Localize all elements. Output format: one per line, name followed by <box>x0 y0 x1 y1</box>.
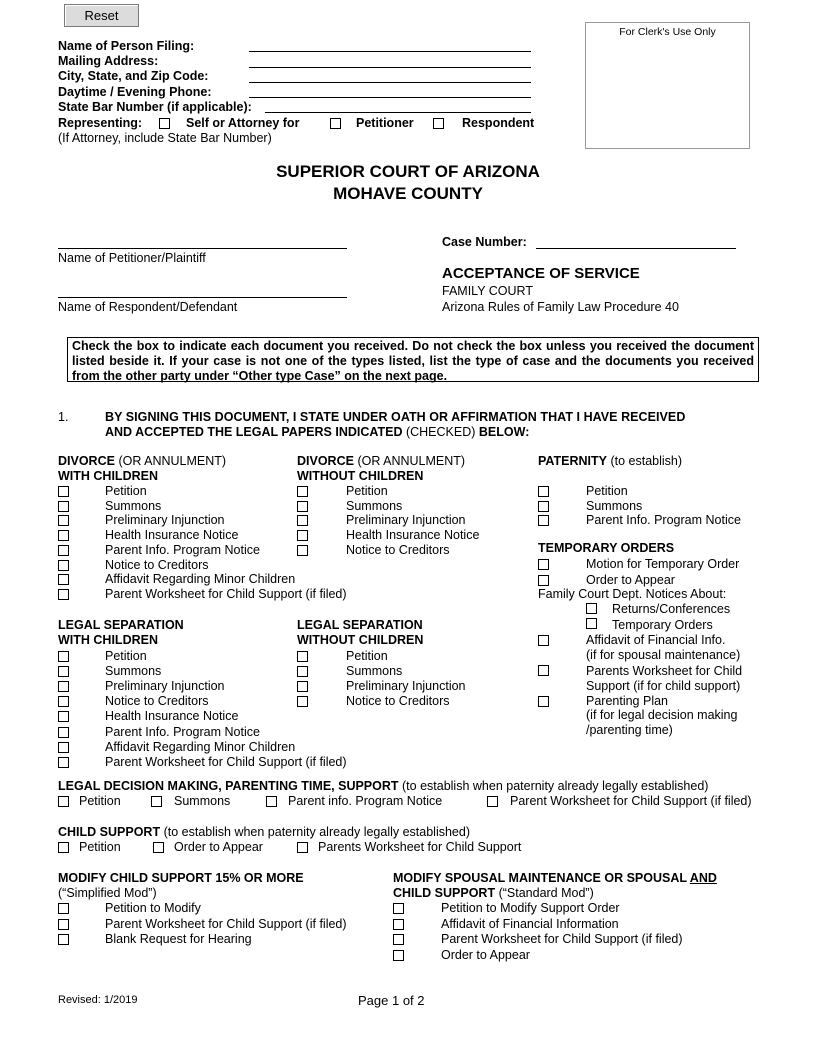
divorce-children-label-8: Parent Worksheet for Child Support (if filed) <box>105 586 347 601</box>
parents-worksheet-checkbox[interactable] <box>538 665 549 676</box>
court-title: SUPERIOR COURT OF ARIZONA <box>276 162 540 181</box>
petitioner-name-field[interactable] <box>58 248 347 249</box>
bar-number-label: State Bar Number (if applicable): <box>58 100 252 114</box>
divorce-no-children-checkbox-5[interactable] <box>297 545 308 556</box>
legal-sep-no-children-checkbox-1[interactable] <box>297 651 308 662</box>
respondent-name-label: Name of Respondent/Defendant <box>58 300 238 314</box>
modify-standard-label-3: Parent Worksheet for Child Support (if filed) <box>441 932 683 946</box>
cs-worksheet-label: Parents Worksheet for Child Support <box>318 840 522 854</box>
legal-sep-no-children-checkbox-2[interactable] <box>297 666 308 677</box>
legal-sep-children-label-4: Notice to Creditors <box>105 694 209 709</box>
modify-standard-checkbox-2[interactable] <box>393 919 404 930</box>
returns-conferences-label: Returns/Conferences <box>612 602 731 616</box>
legal-sep-children-label-1: Petition <box>105 649 147 663</box>
affidavit-financial-note: (if for spousal maintenance) <box>586 648 741 662</box>
family-court-notices-label: Family Court Dept. Notices About: <box>538 587 727 601</box>
cs-worksheet-checkbox[interactable] <box>297 842 308 853</box>
respondent-rep-label: Respondent <box>462 116 535 130</box>
divorce-no-children-heading2: WITHOUT CHILDREN <box>297 469 424 483</box>
divorce-children-checkbox-5[interactable] <box>58 545 69 556</box>
petitioner-rep-label: Petitioner <box>356 116 414 130</box>
paternity-label-3: Parent Info. Program Notice <box>586 513 741 528</box>
divorce-children-checkbox-7[interactable] <box>58 574 69 585</box>
ldm-petition-label: Petition <box>79 794 121 808</box>
petitioner-checkbox[interactable] <box>330 118 341 129</box>
divorce-children-label-4: Health Insurance Notice <box>105 528 239 543</box>
temp-orders-label-2: Order to Appear <box>586 572 675 587</box>
case-number-field[interactable] <box>536 248 736 249</box>
legal-sep-children-checkbox-1[interactable] <box>58 651 69 662</box>
divorce-no-children-checkbox-3[interactable] <box>297 515 308 526</box>
person-filing-label: Name of Person Filing: <box>58 39 195 53</box>
city-state-zip-label: City, State, and Zip Code: <box>58 69 209 83</box>
parenting-plan-note-2: /parenting time) <box>586 723 673 737</box>
temp-orders-label-1: Motion for Temporary Order <box>586 557 740 571</box>
legal-sep-children-label-3: Preliminary Injunction <box>105 679 225 694</box>
legal-sep-children-checkbox-8[interactable] <box>58 757 69 768</box>
divorce-children-checkbox-3[interactable] <box>58 515 69 526</box>
legal-sep-children-label-7: Affidavit Regarding Minor Children <box>105 739 296 754</box>
divorce-children-checkbox-8[interactable] <box>58 589 69 600</box>
instructions-box: Check the box to indicate each document you received. Do not check the box unless you received the document listed beside it. If your case is not one of the types listed, list the type of case and the documents you received from the other party under “Other type Case” on the next page. <box>67 337 759 382</box>
legal-sep-children-checkbox-2[interactable] <box>58 666 69 677</box>
modify-simplified-label-2: Parent Worksheet for Child Support (if filed) <box>105 916 347 931</box>
form-subtitle: FAMILY COURT <box>442 284 533 298</box>
legal-sep-no-children-checkbox-4[interactable] <box>297 696 308 707</box>
reset-button[interactable]: Reset <box>64 4 139 27</box>
divorce-children-label-5: Parent Info. Program Notice <box>105 542 260 557</box>
temporary-orders-notice-checkbox[interactable] <box>586 618 597 629</box>
page-number: Page 1 of 2 <box>358 993 425 1008</box>
temp-orders-checkbox-1[interactable] <box>538 559 549 570</box>
cs-petition-label: Petition <box>79 840 121 854</box>
legal-sep-no-children-label-2: Summons <box>346 664 403 679</box>
modify-standard-checkbox-1[interactable] <box>393 903 404 914</box>
legal-sep-no-children-checkbox-3[interactable] <box>297 681 308 692</box>
cs-order-appear-label: Order to Appear <box>174 840 263 854</box>
self-attorney-checkbox[interactable] <box>159 118 170 129</box>
legal-sep-children-heading2: WITH CHILDREN <box>58 633 158 647</box>
child-support-heading: CHILD SUPPORT (to establish when paternity already legally established) <box>58 825 470 839</box>
cs-order-appear-checkbox[interactable] <box>153 842 164 853</box>
modify-simplified-checkbox-2[interactable] <box>58 919 69 930</box>
divorce-children-heading: DIVORCE (OR ANNULMENT) <box>58 454 227 468</box>
modify-simplified-checkbox-1[interactable] <box>58 903 69 914</box>
bar-number-field[interactable] <box>265 112 531 113</box>
divorce-no-children-checkbox-1[interactable] <box>297 486 308 497</box>
parents-worksheet-note: Support (if for child support) <box>586 679 741 693</box>
divorce-no-children-checkbox-2[interactable] <box>297 501 308 512</box>
legal-sep-children-checkbox-7[interactable] <box>58 742 69 753</box>
paternity-checkbox-1[interactable] <box>538 486 549 497</box>
modify-standard-heading: MODIFY SPOUSAL MAINTENANCE OR SPOUSAL AND <box>393 871 717 885</box>
legal-sep-children-label-6: Parent Info. Program Notice <box>105 724 260 739</box>
legal-sep-no-children-label-4: Notice to Creditors <box>346 694 450 709</box>
paternity-checkbox-3[interactable] <box>538 515 549 526</box>
ldm-summons-label: Summons <box>174 794 231 808</box>
divorce-children-checkbox-1[interactable] <box>58 486 69 497</box>
representing-label: Representing: <box>58 116 143 130</box>
divorce-children-heading2: WITH CHILDREN <box>58 469 158 483</box>
parents-worksheet-label: Parents Worksheet for Child <box>586 664 743 678</box>
form-title: ACCEPTANCE OF SERVICE <box>442 265 640 282</box>
legal-sep-children-label-5: Health Insurance Notice <box>105 709 239 724</box>
divorce-no-children-label-3: Preliminary Injunction <box>346 513 466 528</box>
divorce-no-children-label-2: Summons <box>346 498 403 513</box>
legal-sep-children-checkbox-5[interactable] <box>58 711 69 722</box>
person-filing-field[interactable] <box>249 51 531 52</box>
modify-simplified-heading2: (“Simplified Mod”) <box>58 886 157 900</box>
clerk-label: For Clerk's Use Only <box>619 26 716 38</box>
modify-simplified-label-3: Blank Request for Hearing <box>105 932 252 946</box>
parenting-plan-label: Parenting Plan <box>586 694 669 708</box>
form-rule: Arizona Rules of Family Law Procedure 40 <box>442 300 679 314</box>
phone-label: Daytime / Evening Phone: <box>58 85 212 99</box>
legal-sep-children-checkbox-6[interactable] <box>58 727 69 738</box>
ldm-summons-checkbox[interactable] <box>151 796 162 807</box>
modify-standard-label-2: Affidavit of Financial Information <box>441 916 619 931</box>
ldm-parent-info-checkbox[interactable] <box>266 796 277 807</box>
legal-sep-no-children-label-3: Preliminary Injunction <box>346 679 466 694</box>
temp-orders-checkbox-2[interactable] <box>538 575 549 586</box>
divorce-children-label-3: Preliminary Injunction <box>105 513 225 528</box>
legal-sep-no-children-heading: LEGAL SEPARATION <box>297 618 423 632</box>
county-title: MOHAVE COUNTY <box>333 184 483 203</box>
paternity-label-1: Petition <box>586 484 628 498</box>
ldm-worksheet-label: Parent Worksheet for Child Support (if filed) <box>510 794 752 808</box>
ldm-petition-checkbox[interactable] <box>58 796 69 807</box>
divorce-children-label-7: Affidavit Regarding Minor Children <box>105 572 296 587</box>
divorce-no-children-heading: DIVORCE (OR ANNULMENT) <box>297 454 466 468</box>
oath-line-2: AND ACCEPTED THE LEGAL PAPERS INDICATED (CHECKED) BELOW: <box>105 425 530 439</box>
returns-conferences-checkbox[interactable] <box>586 603 597 614</box>
oath-number: 1. <box>58 410 69 424</box>
modify-simplified-checkbox-3[interactable] <box>58 934 69 945</box>
petitioner-name-label: Name of Petitioner/Plaintiff <box>58 251 206 265</box>
case-number-label: Case Number: <box>442 235 527 249</box>
affidavit-financial-label: Affidavit of Financial Info. <box>586 633 726 647</box>
parenting-plan-note-1: (if for legal decision making <box>586 708 738 722</box>
paternity-label-2: Summons <box>586 498 643 513</box>
phone-field[interactable] <box>249 97 531 98</box>
city-state-zip-field[interactable] <box>249 82 531 83</box>
divorce-no-children-label-1: Petition <box>346 484 388 498</box>
divorce-children-checkbox-6[interactable] <box>58 560 69 571</box>
divorce-children-label-2: Summons <box>105 498 162 513</box>
ldm-parent-info-label: Parent info. Program Notice <box>288 794 443 808</box>
mailing-address-field[interactable] <box>249 67 531 68</box>
modify-standard-heading2: CHILD SUPPORT (“Standard Mod”) <box>393 886 594 900</box>
paternity-heading: PATERNITY (to establish) <box>538 454 683 468</box>
self-attorney-label: Self or Attorney for <box>186 116 300 130</box>
legal-sep-no-children-label-1: Petition <box>346 649 388 663</box>
affidavit-financial-checkbox[interactable] <box>538 635 549 646</box>
divorce-children-checkbox-4[interactable] <box>58 530 69 541</box>
attorney-note: (If Attorney, include State Bar Number) <box>58 131 272 145</box>
divorce-no-children-label-4: Health Insurance Notice <box>346 528 480 543</box>
legal-sep-no-children-heading2: WITHOUT CHILDREN <box>297 633 424 647</box>
mailing-address-label: Mailing Address: <box>58 54 159 68</box>
revised-date: Revised: 1/2019 <box>58 994 138 1006</box>
temporary-orders-heading: TEMPORARY ORDERS <box>538 541 675 555</box>
divorce-children-label-1: Petition <box>105 484 147 498</box>
divorce-children-label-6: Notice to Creditors <box>105 557 209 572</box>
legal-sep-children-checkbox-4[interactable] <box>58 696 69 707</box>
respondent-name-field[interactable] <box>58 297 347 298</box>
modify-standard-checkbox-4[interactable] <box>393 950 404 961</box>
modify-simplified-heading: MODIFY CHILD SUPPORT 15% OR MORE <box>58 871 304 885</box>
modify-simplified-label-1: Petition to Modify <box>105 901 201 915</box>
divorce-no-children-checkbox-4[interactable] <box>297 530 308 541</box>
temporary-orders-notice-label: Temporary Orders <box>612 618 713 632</box>
ldm-worksheet-checkbox[interactable] <box>487 796 498 807</box>
modify-standard-label-1: Petition to Modify Support Order <box>441 901 620 915</box>
legal-sep-children-checkbox-3[interactable] <box>58 681 69 692</box>
legal-sep-children-heading: LEGAL SEPARATION <box>58 618 184 632</box>
ldm-heading: LEGAL DECISION MAKING, PARENTING TIME, SUPPORT (to establish when paternity already legally established) <box>58 779 709 793</box>
legal-sep-children-label-2: Summons <box>105 664 162 679</box>
cs-petition-checkbox[interactable] <box>58 842 69 853</box>
divorce-children-checkbox-2[interactable] <box>58 501 69 512</box>
modify-standard-label-4: Order to Appear <box>441 947 530 962</box>
modify-standard-checkbox-3[interactable] <box>393 934 404 945</box>
parenting-plan-checkbox[interactable] <box>538 696 549 707</box>
legal-sep-children-label-8: Parent Worksheet for Child Support (if filed) <box>105 754 347 769</box>
paternity-checkbox-2[interactable] <box>538 501 549 512</box>
divorce-no-children-label-5: Notice to Creditors <box>346 542 450 557</box>
clerk-use-box <box>585 22 750 149</box>
oath-line-1: BY SIGNING THIS DOCUMENT, I STATE UNDER OATH OR AFFIRMATION THAT I HAVE RECEIVED <box>105 410 686 424</box>
respondent-checkbox[interactable] <box>433 118 444 129</box>
